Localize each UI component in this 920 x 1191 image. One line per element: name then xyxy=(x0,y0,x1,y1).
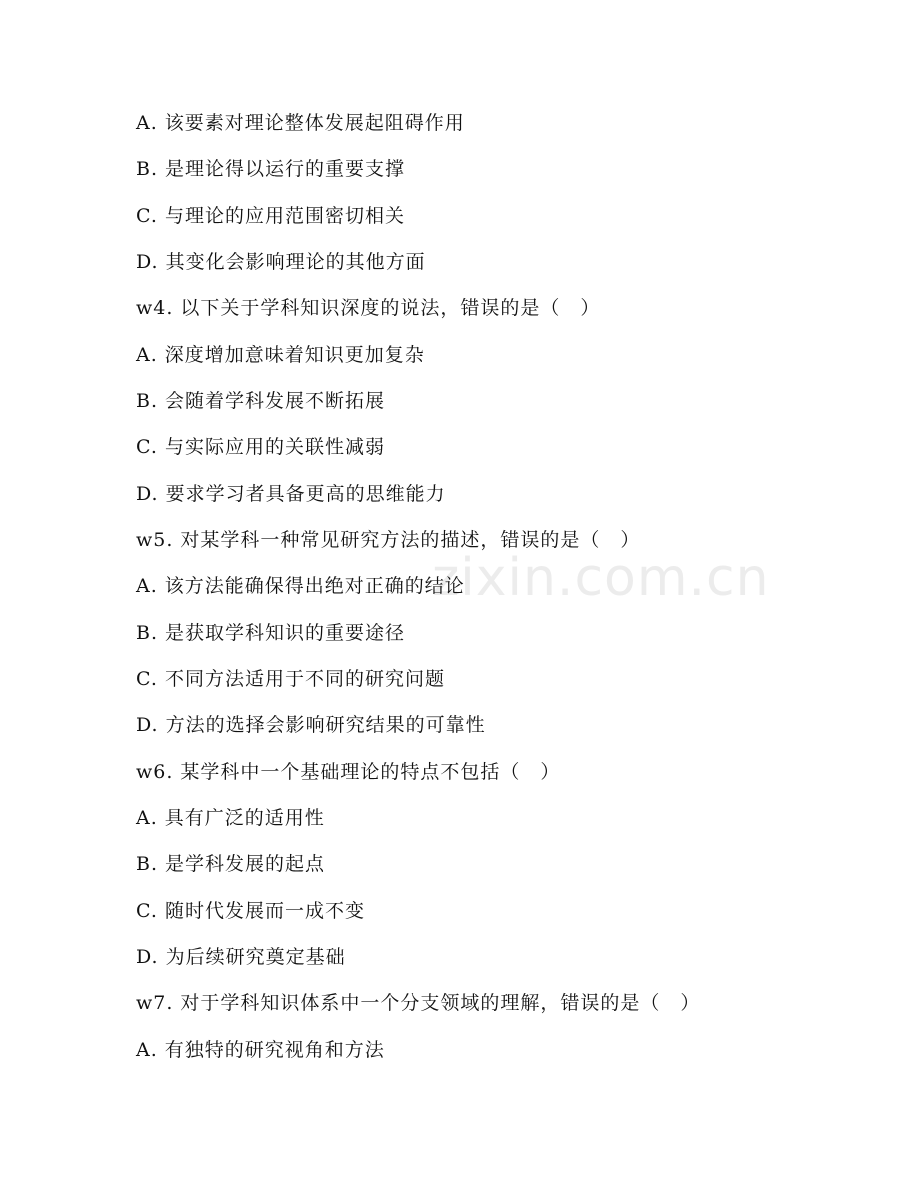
option-b-w6: B. 是学科发展的起点 xyxy=(136,853,326,875)
option-c-w6: C. 随时代发展而一成不变 xyxy=(136,900,365,922)
option-d-q3: D. 其变化会影响理论的其他方面 xyxy=(136,251,426,273)
question-w5: w5. 对某学科一种常见研究方法的描述，错误的是（ ） xyxy=(136,529,641,551)
option-d-w6: D. 为后续研究奠定基础 xyxy=(136,946,346,968)
option-c-w5: C. 不同方法适用于不同的研究问题 xyxy=(136,668,445,690)
option-a-w6: A. 具有广泛的适用性 xyxy=(136,807,325,829)
option-d-w4: D. 要求学习者具备更高的思维能力 xyxy=(136,483,446,505)
option-b-q3: B. 是理论得以运行的重要支撑 xyxy=(136,158,406,180)
option-b-w4: B. 会随着学科发展不断拓展 xyxy=(136,390,386,412)
option-a-q3: A. 该要素对理论整体发展起阻碍作用 xyxy=(136,112,465,134)
question-w4: w4. 以下关于学科知识深度的说法，错误的是（ ） xyxy=(136,297,601,319)
option-c-w4: C. 与实际应用的关联性减弱 xyxy=(136,436,385,458)
option-a-w4: A. 深度增加意味着知识更加复杂 xyxy=(136,344,425,366)
watermark: zixin.com.cn xyxy=(432,548,770,608)
question-w7: w7. 对于学科知识体系中一个分支领域的理解，错误的是（ ） xyxy=(136,992,701,1014)
option-a-w5: A. 该方法能确保得出绝对正确的结论 xyxy=(136,575,465,597)
option-b-w5: B. 是获取学科知识的重要途径 xyxy=(136,622,406,644)
option-c-q3: C. 与理论的应用范围密切相关 xyxy=(136,205,405,227)
option-a-w7: A. 有独特的研究视角和方法 xyxy=(136,1039,385,1061)
question-w6: w6. 某学科中一个基础理论的特点不包括（ ） xyxy=(136,761,561,783)
option-d-w5: D. 方法的选择会影响研究结果的可靠性 xyxy=(136,714,486,736)
